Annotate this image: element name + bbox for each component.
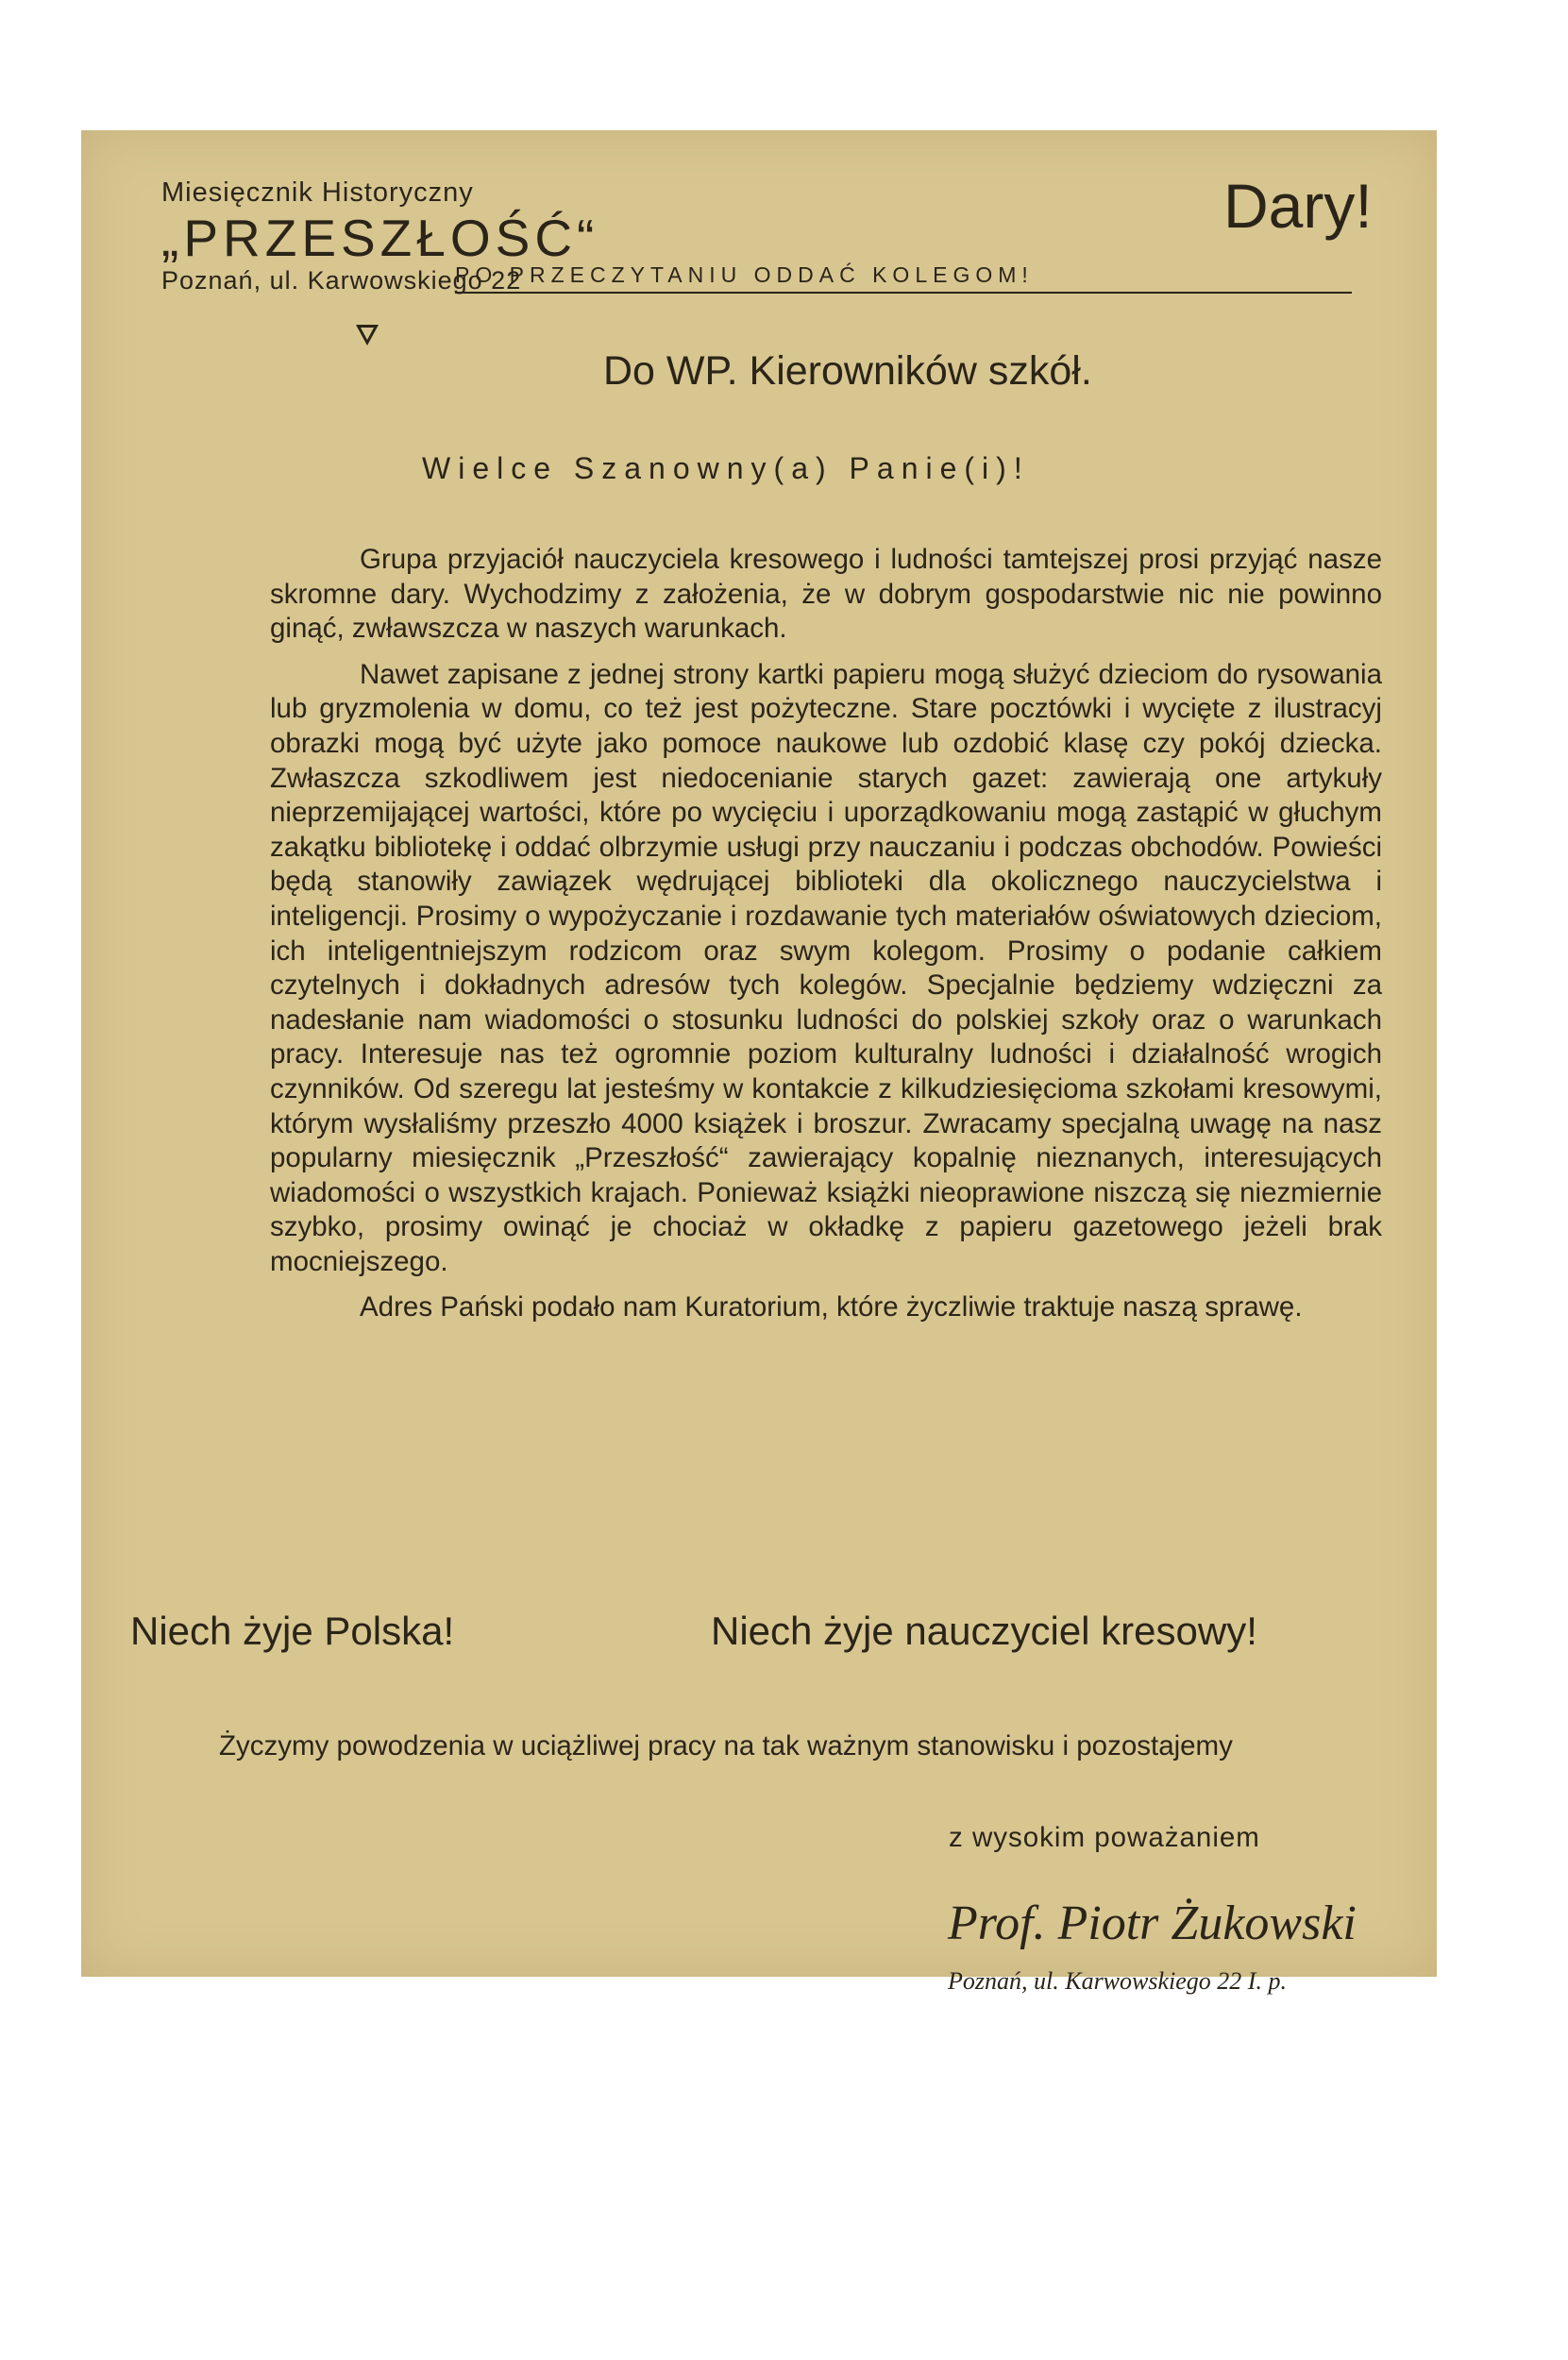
- slogan-right: Niech żyje nauczyciel kresowy!: [711, 1609, 1257, 1653]
- closing-text: [119, 1729, 1356, 1763]
- salutation: Wielce Szanowny(a) Panie(i)!: [422, 451, 1030, 485]
- signature-name: Prof. Piotr Żukowski: [948, 1896, 1357, 1950]
- signature-address: Poznań, ul. Karwowskiego 22 I. p.: [948, 1967, 1287, 1995]
- tagline: PO PRZECZYTANIU ODDAĆ KOLEGOM!: [455, 262, 1352, 294]
- addressee: Do WP. Kierowników szkół.: [603, 348, 1092, 394]
- publisher-name: „PRZESZŁOŚĆ“: [161, 209, 599, 267]
- body-paragraph: Adres Pański podało nam Kuratorium, które życzliwie traktuje naszą sprawę.: [360, 1291, 1303, 1323]
- regards-line: z wysokim poważaniem: [949, 1822, 1260, 1853]
- triangle-ornament-icon: [356, 325, 379, 346]
- letter-body: [270, 543, 1382, 1325]
- slogan-left: Niech żyje Polska!: [130, 1609, 455, 1653]
- closing-paragraph: Życzymy powodzenia w uciążliwej pracy na tak ważnym stanowisku i pozostajemy: [219, 1730, 1233, 1762]
- publisher-address: Poznań, ul. Karwowskiego 22: [161, 266, 522, 295]
- headline: Dary!: [1223, 171, 1373, 241]
- document-sheet: [81, 130, 1437, 1995]
- publisher-subtitle: Miesięcznik Historyczny: [161, 177, 474, 208]
- body-paragraph: Nawet zapisane z jednej strony kartki papieru mogą służyć dzieciom do rysowania lub gryzmolenia w domu, co też jest pożyteczne. Stare pocztówki i wycięte z ilustracyj obrazki mogą być użyte jako pomoce naukowe lub ozdobić klasę czy pokój dziecka. Zwłaszcza szkodliwem jest niedocenianie starych gazet: zawierają one artykuły nieprzemijającej wartości, które po wycięciu i uporządkowaniu mogą zastąpić w głuchym zakątku bibliotekę i oddać olbrzymie usługi przy nauczaniu i podczas obchodów. Powieści będą stanowiły zawiązek wędrującej biblioteki dla okolicznego nauczycielstwa i inteligencji. Prosimy o wypożyczanie i rozdawanie tych materiałów oświatowych dzieciom, ich inteligentniejszym rodzicom oraz swym kolegom. Prosimy o podanie całkiem czytelnych i dokładnych adresów tych kolegów. Specjalnie będziemy wdzięczni za nadesłanie nam wiadomości o stosunku ludności do polskiej szkoły oraz o warunkach pracy. Interesuje nas też ogromnie poziom kulturalny ludności i działalność wrogich czynników. Od szeregu lat jesteśmy w kontakcie z kilkudziesięcioma szkołami kresowymi, którym wysłaliśmy przeszło 4000 książek i broszur. Zwracamy specjalną uwagę na nasz popularny miesięcznik „Przeszłość“ zawierający kopalnię nieznanych, interesujących wiadomości o wszystkich krajach. Ponieważ książki nieoprawione niszczą się niezmiernie szybko, prosimy owinąć je chociaż w okładkę z papieru gazetowego jeżeli brak mocniejszego.: [270, 658, 1382, 1277]
- body-paragraph: Grupa przyjaciół nauczyciela kresowego i ludności tamtejszej prosi przyjąć nasze skromne dary. Wychodzimy z założenia, że w dobrym gospodarstwie nic nie powinno ginąć, zwławszcza w naszych warunkach.: [270, 544, 1382, 645]
